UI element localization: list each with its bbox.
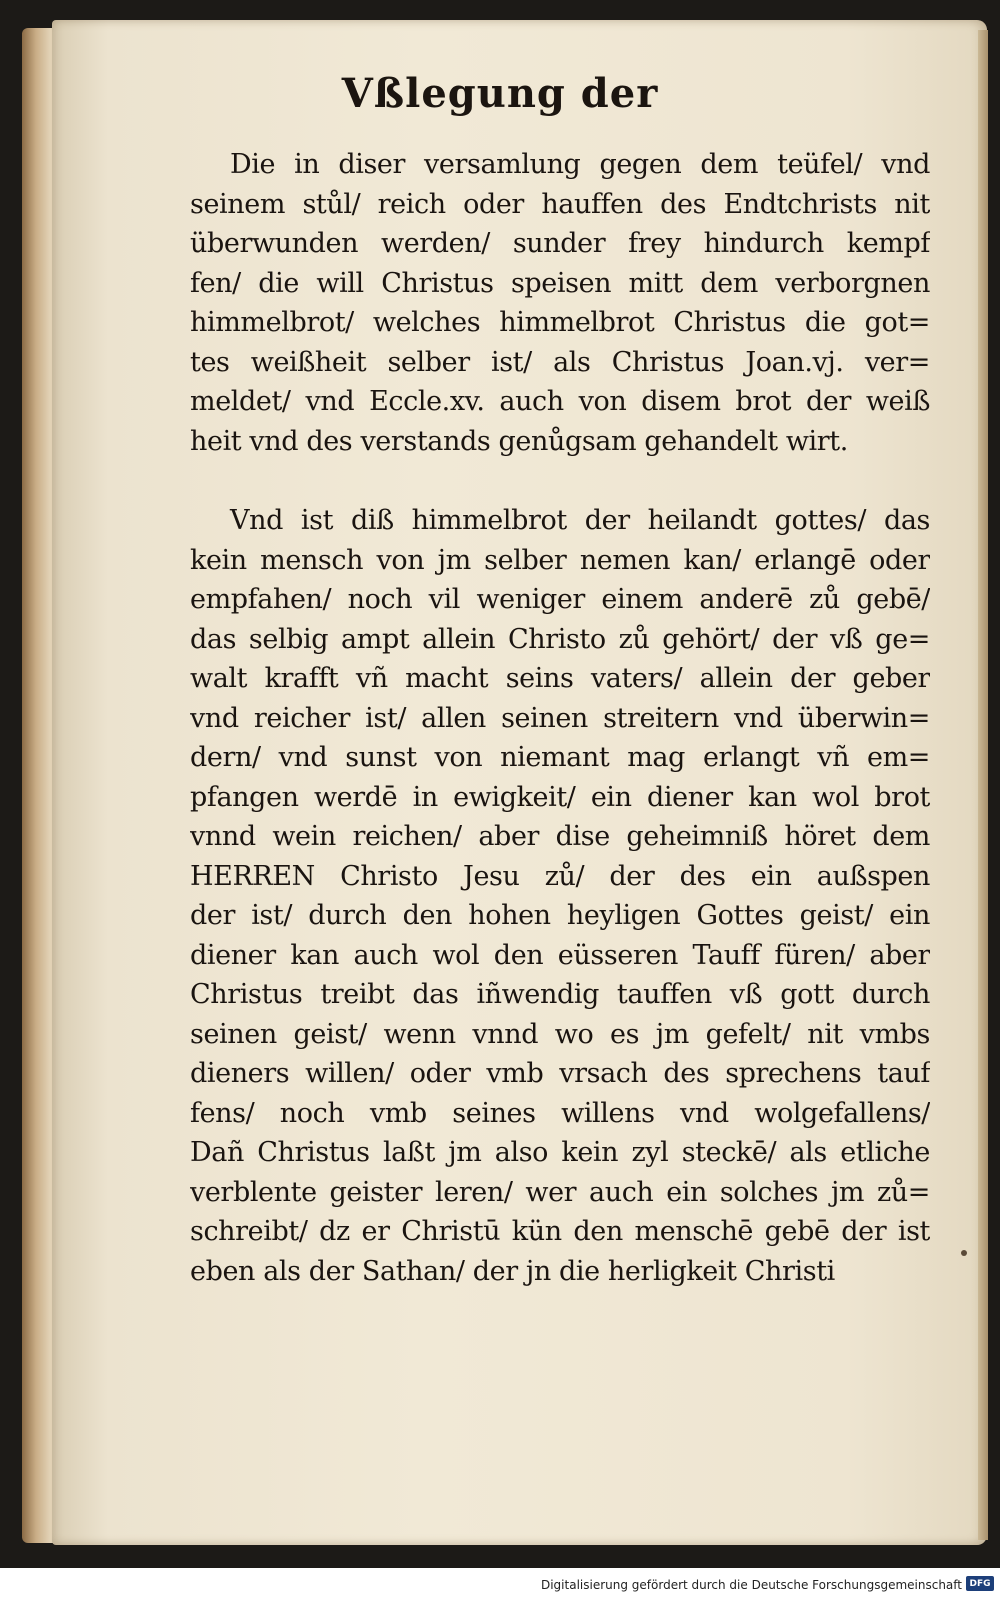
running-head: Vßlegung der <box>341 70 659 117</box>
text-line: meldet/ vnd Eccle.xv. auch von disem brot der weiß <box>190 386 930 417</box>
page-text <box>190 145 930 1291</box>
text-line: verblente geister leren/ wer auch ein solches jm zů= <box>190 1176 930 1208</box>
text-line: der ist/ durch den hohen heyligen Gottes geist/ ein <box>190 900 930 931</box>
text-line: schreibt/ dz er Christū kün den menschē gebē der ist <box>190 1216 930 1247</box>
text-line: Christus treibt das iñwendig tauffen vß gott durch <box>190 979 930 1010</box>
paragraph-1 <box>190 145 930 461</box>
paragraph-gap <box>190 461 930 501</box>
text-line: seinen geist/ wenn vnnd wo es jm gefelt/ nit vmbs <box>190 1018 930 1050</box>
dfg-logo: DFG <box>966 1576 994 1591</box>
text-line: diener kan auch wol den eüsseren Tauff füren/ aber <box>190 939 930 971</box>
text-line: seinem stůl/ reich oder hauffen des Endtchrists nit <box>190 188 930 220</box>
text-line: Die in diser versamlung gegen dem teüfel/ vnd <box>230 149 930 180</box>
text-line: eben als der Sathan/ der jn die herligkeit Christi <box>190 1255 835 1287</box>
text-line: pfangen werdē in ewigkeit/ ein diener kan wol brot <box>190 781 930 813</box>
text-line: empfahen/ noch vil weniger einem anderē zů gebē/ <box>190 584 930 615</box>
paragraph-2 <box>190 501 930 1291</box>
text-line: Dañ Christus laßt jm also kein zyl steckē/ als etliche <box>190 1137 930 1168</box>
text-line: walt krafft vñ macht seins vaters/ allein der geber <box>190 663 930 694</box>
text-line: das selbig ampt allein Christo zů gehört/ der vß ge= <box>190 623 930 655</box>
paper-spot <box>961 1250 967 1256</box>
text-line: heit vnd des verstands genůgsam gehandelt wirt. <box>190 425 848 457</box>
text-line: Vnd ist diß himmelbrot der heilandt gottes/ das <box>230 505 930 536</box>
text-line: vnnd wein reichen/ aber dise geheimniß höret dem <box>190 821 930 852</box>
text-line: kein mensch von jm selber nemen kan/ erlangē oder <box>190 544 930 576</box>
text-line: fen/ die will Christus speisen mitt dem verborgnen <box>190 267 930 299</box>
funding-credit: Digitalisierung gefördert durch die Deutsche Forschungsgemeinschaft <box>540 1578 962 1592</box>
text-line: überwunden werden/ sunder frey hindurch kempf <box>190 228 930 259</box>
book-right-edge <box>978 30 988 1540</box>
text-line: vnd reicher ist/ allen seinen streitern vnd überwin= <box>190 702 930 734</box>
text-line: himmelbrot/ welches himmelbrot Christus die got= <box>190 307 930 338</box>
text-line: dieners willen/ oder vmb vrsach des sprechens tauf <box>190 1058 930 1089</box>
text-line: tes weißheit selber ist/ als Christus Joan.vj. ver= <box>190 346 930 378</box>
text-line: HERREN Christo Jesu zů/ der des ein außspen <box>190 860 930 892</box>
text-line: dern/ vnd sunst von niemant mag erlangt vñ em= <box>190 742 930 773</box>
text-line: fens/ noch vmb seines willens vnd wolgefallens/ <box>190 1097 930 1129</box>
